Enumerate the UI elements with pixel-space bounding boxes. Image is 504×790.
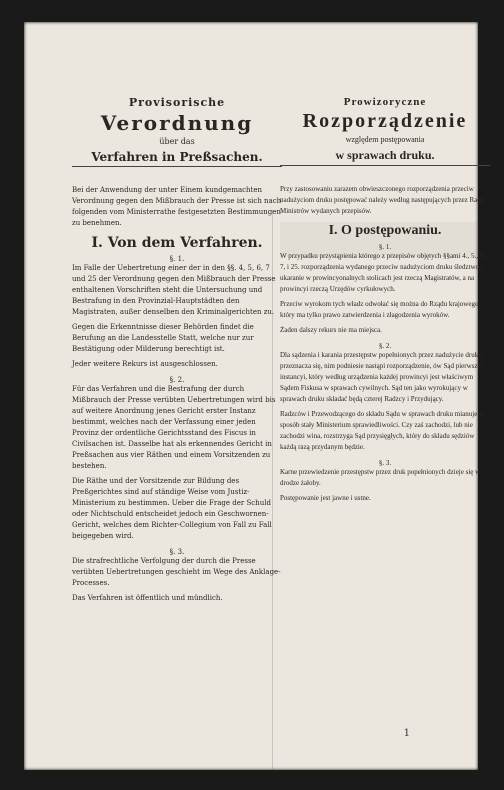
polish-title-line2: Rozporządzenie [302,110,468,132]
german-section-1: I. Von dem Verfahren. [91,235,263,251]
german-par1c: Jeder weitere Rekurs ist ausgeschlossen. [72,360,218,368]
polish-par2: Dla sądzenia i karania przestępstw popełnionych przez nadużycie druku przeznacza się, nim podniesie nastąpi rozporządzenie, ów Sąd pierwszej instancyi, który według urządzenia każdej prowincyi jest właściwym Sądem Fiskusa w sprawach cywilnych. Sąd ten jako wyrokujący w sprawach druku składać będą czterej Radzcy i Przydujący. [280,351,483,403]
german-title-line4: Verfahren in Preßsachen. [72,150,282,167]
polish-column [280,96,490,504]
german-par3b: Das Verfahren ist öffentlich und mündlich. [72,594,223,602]
polish-title-line1: Prowizoryczne [343,96,427,108]
german-column [72,96,282,604]
polish-par1b: Przeciw wyrokom tych władz odwołać się można do Rządu krajowego, który ma tylko prawo zatwierdzenia i złagodzenia wyroków. [280,300,481,319]
polish-par2-sign: §. 2. [378,342,392,350]
german-par1b: Gegen die Erkenntnisse dieser Behörden findet die Berufung an die Landesstelle Statt, welche nur zur Bestätigung oder Milderung berechtigt ist. [72,323,254,353]
document-page [24,22,487,770]
polish-title-line3: względem postępowania [345,135,425,144]
german-title-line2: Verordnung [100,111,254,135]
polish-par1c: Żaden dalszy rekurs nie ma miejsca. [280,326,382,334]
german-title-line1: Provisorische [128,96,226,109]
german-par2b: Die Räthe und der Vorsitzende zur Bildung des Preßgerichtes sind auf ständige Weise vom Justiz-Ministerium zu bestimmen. Ueber die Frage der Schuld oder Nichtschuld entscheidet jedoch ein Geschwornen-Gericht, welches dem Richter-Collegium von Fall zu Fall beigegeben wird. [72,477,272,540]
polish-intro: Przy zastosowaniu zarazem obwieszczonego rozporządzenia przeciw nadużyciom druku postępować należy według następujących przez Radę Ministrów wydanych przepisów. [280,185,484,215]
german-par3-sign: §. 3. [169,548,185,556]
polish-par2b: Radzców i Przewodzącego do składu Sądu w sprawach druku mianuje w sposób stały Ministerium sprawiedliwości. Czy zaś zachodzi, lub nie zachodzi wina, rozstrzyga Sąd przysięgłych, który do składu sędziów każdą razą przydanym będzie. [280,410,485,451]
german-par2-sign: §. 2. [169,376,185,384]
german-par2: Für das Verfahren und die Bestrafung der durch Mißbrauch der Presse verübten Uebertretungen wird bis auf weitere Anordnung jenes Gericht erster Instanz bestimmt, welches nach der Verfassung einer jeden Provinz der ordentliche Gerichtsstand des Fiscus in Civilsachen ist. Dasselbe hat als erkennendes Gericht in Preßsachen aus vier Räthen und einem Vorsitzenden zu bestehen. [72,385,276,470]
polish-section-1: I. O postępowaniu. [328,223,442,238]
polish-par3-sign: §. 3. [378,459,392,467]
german-par3: Die strafrechtliche Verfolgung der durch die Presse verübten Uebertretungen geschieht im Wege des Anklage-Processes. [72,557,281,587]
german-par1: Im Falle der Uebertretung einer der in den §§. 4, 5, 6, 7 und 25 der Verordnung gegen den Mißbrauch der Presse enthaltenen Vorschriften steht die Untersuchung und Bestrafung in den Provinzial-Hauptstädten den Magistraten, außer denselben den Kriminalgerichten zu. [72,264,276,316]
german-par1-sign: §. 1. [169,255,185,263]
polish-par3b: Postępowanie jest jawne i ustne. [280,494,371,502]
german-title-line3: über das [159,137,195,146]
polish-par1-sign: §. 1. [378,243,392,251]
page-mark: 1 [403,728,410,739]
polish-par1: W przypadku przystąpienia którego z przepisów objętych §§ami 4., 5., 6., 7, i 25. rozporządzenia wydanego przeciw nadużyciom druku śledztwo i ukaranie w prowincyonalnych stolicach jest rzeczą Magistratów, a na prowincyi rzeczą Urzędów cyrkułowych. [280,252,487,293]
polish-title-line4: w sprawach druku. [280,148,490,166]
german-intro: Bei der Anwendung der unter Einem kundgemachten Verordnung gegen den Mißbrauch der Presse ist sich nach folgenden vom Ministerrathe festgesetzten Bestimmungen zu benehmen. [72,186,282,227]
polish-par3: Karne przewiedzenie przestępstw przez druk popełnionych dzieje się w drodze żałoby. [280,468,481,487]
